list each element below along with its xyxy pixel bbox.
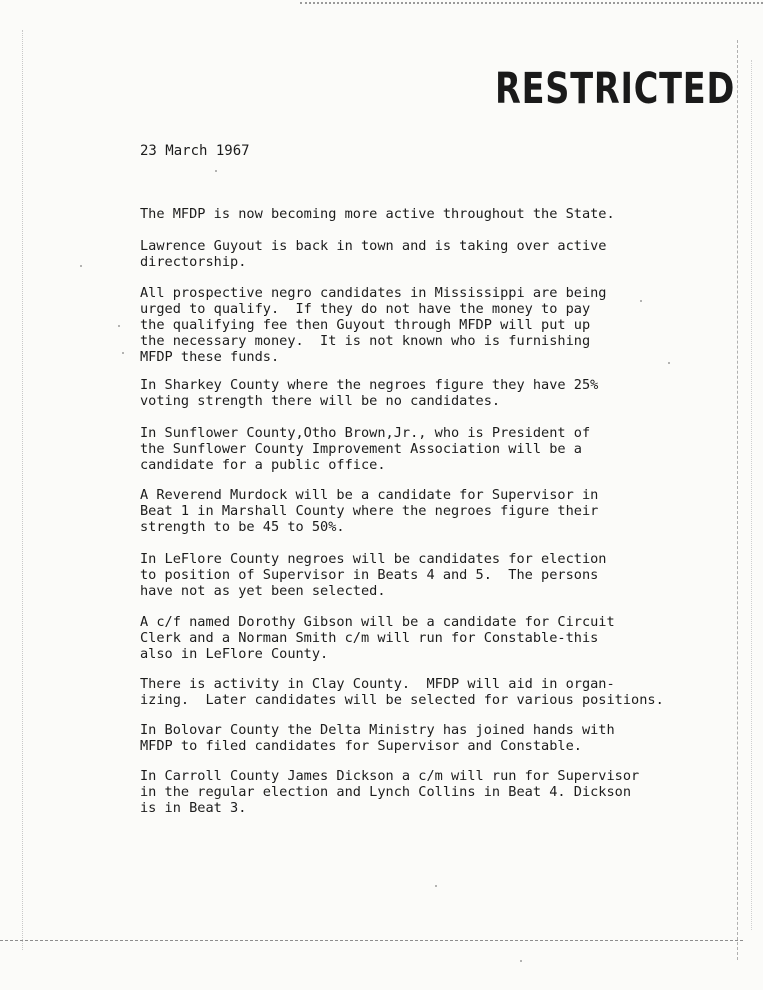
restricted-stamp: RESTRICTED bbox=[495, 64, 736, 114]
text-line: In Carroll County James Dickson a c/m will run for Supervisor bbox=[140, 768, 640, 784]
document-date: 23 March 1967 bbox=[140, 143, 250, 159]
scan-edge-bottom bbox=[0, 940, 743, 942]
scan-edge-left bbox=[22, 30, 24, 950]
paragraph bbox=[140, 487, 700, 535]
text-line: directorship. bbox=[140, 254, 247, 270]
paragraph bbox=[140, 425, 700, 473]
text-line: izing. Later candidates will be selected for various positions. bbox=[140, 692, 664, 708]
text-line: Lawrence Guyout is back in town and is taking over active bbox=[140, 238, 607, 254]
scan-edge-top bbox=[300, 2, 763, 7]
scan-speck bbox=[520, 960, 522, 962]
scan-speck bbox=[668, 362, 670, 364]
text-line: candidate for a public office. bbox=[140, 457, 386, 473]
text-line: voting strength there will be no candidates. bbox=[140, 393, 501, 409]
scan-edge-right bbox=[737, 40, 739, 960]
text-line: The MFDP is now becoming more active throughout the State. bbox=[140, 206, 615, 222]
text-line: There is activity in Clay County. MFDP will aid in organ- bbox=[140, 676, 615, 692]
text-line: Clerk and a Norman Smith c/m will run for Constable-this bbox=[140, 630, 599, 646]
text-line: also in LeFlore County. bbox=[140, 646, 329, 662]
scan-speck bbox=[118, 325, 120, 327]
scan-speck bbox=[215, 170, 217, 172]
text-line: In Sunflower County,Otho Brown,Jr., who is President of bbox=[140, 425, 591, 441]
paragraph bbox=[140, 768, 700, 816]
text-line: A c/f named Dorothy Gibson will be a candidate for Circuit bbox=[140, 614, 615, 630]
paragraph bbox=[140, 377, 700, 409]
paragraph bbox=[140, 614, 700, 662]
text-line: urged to qualify. If they do not have the money to pay bbox=[140, 301, 591, 317]
text-line: MFDP these funds. bbox=[140, 349, 280, 365]
text-line: Beat 1 in Marshall County where the negroes figure their bbox=[140, 503, 599, 519]
scan-speck bbox=[122, 352, 124, 354]
text-line: MFDP to filed candidates for Supervisor and Constable. bbox=[140, 738, 582, 754]
text-line: In Bolovar County the Delta Ministry has joined hands with bbox=[140, 722, 615, 738]
paragraph bbox=[140, 722, 700, 754]
text-line: In LeFlore County negroes will be candidates for election bbox=[140, 551, 607, 567]
text-line: strength to be 45 to 50%. bbox=[140, 519, 345, 535]
text-line: the necessary money. It is not known who is furnishing bbox=[140, 333, 591, 349]
text-line: have not as yet been selected. bbox=[140, 583, 386, 599]
text-line: All prospective negro candidates in Mississippi are being bbox=[140, 285, 607, 301]
text-line: In Sharkey County where the negroes figure they have 25% bbox=[140, 377, 599, 393]
text-line: the qualifying fee then Guyout through MFDP will put up bbox=[140, 317, 591, 333]
scan-speck bbox=[80, 265, 82, 267]
scan-speck bbox=[435, 885, 437, 887]
scan-edge-right-inner bbox=[751, 60, 753, 930]
text-line: is in Beat 3. bbox=[140, 800, 247, 816]
paragraph bbox=[140, 238, 700, 270]
paragraph bbox=[140, 676, 700, 708]
paragraph bbox=[140, 285, 700, 365]
text-line: to position of Supervisor in Beats 4 and 5. The persons bbox=[140, 567, 599, 583]
scan-speck bbox=[640, 300, 642, 302]
text-line: A Reverend Murdock will be a candidate for Supervisor in bbox=[140, 487, 599, 503]
paragraph bbox=[140, 551, 700, 599]
text-line: in the regular election and Lynch Collins in Beat 4. Dickson bbox=[140, 784, 632, 800]
text-line: the Sunflower County Improvement Association will be a bbox=[140, 441, 582, 457]
paragraph bbox=[140, 206, 700, 222]
